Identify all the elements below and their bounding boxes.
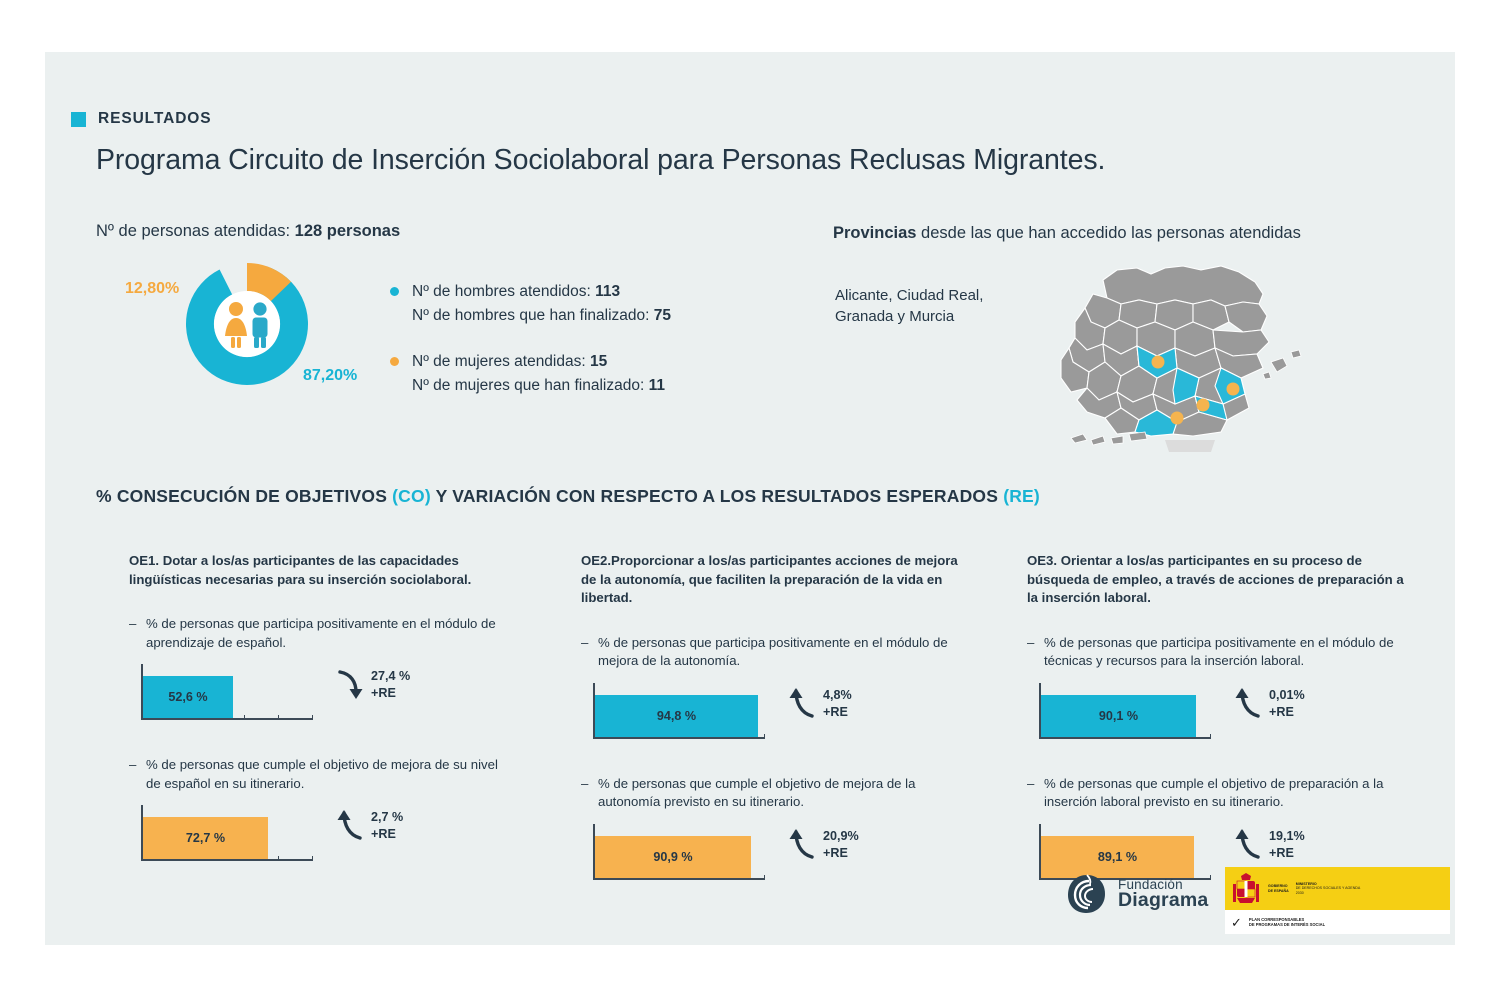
oe2-bar-2-axis <box>593 824 765 880</box>
legend-women-value2: 11 <box>648 377 665 394</box>
tick-80 <box>278 715 279 720</box>
pct-women-label: 12,80% <box>125 280 180 297</box>
heading-part1: % CONSECUCIÓN DE OBJETIVOS <box>96 486 393 506</box>
tick-60 <box>244 715 245 720</box>
oe3-bar-1 <box>1027 683 1405 757</box>
island-gran-canaria <box>1111 436 1123 444</box>
oe2-bar-2-value: 90,9 % <box>653 849 693 864</box>
attended-total <box>96 222 400 241</box>
island-ibiza <box>1263 372 1271 379</box>
oe2-bar-1 <box>581 683 959 757</box>
oe3-indicator-1 <box>1027 634 1405 671</box>
oe1-indicator-2-text: % de personas que cumple el objetivo de mejora de su nivel de español en su itinerario. <box>146 757 498 791</box>
tick-0 <box>141 715 142 720</box>
objective-column-oe3 <box>977 552 1423 916</box>
oe1-indicator-2 <box>129 756 513 793</box>
marker-murcia <box>1197 399 1210 412</box>
tick-0 <box>593 875 594 880</box>
oe3-indicator-1-dash: – <box>1027 634 1035 650</box>
island-fuerteventura <box>1091 436 1105 445</box>
oe2-bar-1-axis <box>593 683 765 739</box>
gobierno-espana-logo <box>1225 867 1450 934</box>
tick-100 <box>312 715 313 720</box>
oe2-bar-2-rect <box>595 836 751 878</box>
objectives-section-heading <box>96 486 1040 507</box>
oe1-delta-1-value: 27,4 % <box>371 669 411 683</box>
oe2-bar-1-rect <box>595 695 758 737</box>
ministerio-line-3: 2030 <box>1295 890 1304 895</box>
oe2-indicator-2-dash: – <box>581 775 589 791</box>
objective-column-oe1 <box>85 552 531 916</box>
spain-map-svg <box>1025 242 1325 452</box>
oe1-bar-1-axis <box>141 664 313 720</box>
arrow-up-icon <box>1235 687 1261 721</box>
spain-coat-of-arms-icon <box>1231 872 1261 906</box>
oe2-indicator-1-dash: – <box>581 634 589 650</box>
oe1-delta-2 <box>337 809 403 843</box>
infographic-panel <box>45 52 1455 945</box>
oe2-title: OE2.Proporcionar a los/as participantes acciones de mejora de la autonomía, que faciliten la preparación de la vida en libertad. <box>581 553 958 605</box>
legend-women-value1: 15 <box>589 353 608 370</box>
oe3-delta-1 <box>1235 687 1305 721</box>
legend-men-value2: 75 <box>653 307 672 324</box>
oe2-delta-1-value: 4,8% <box>823 687 852 702</box>
legend-men-label1: Nº de hombres atendidos: <box>412 283 596 300</box>
gob-line-1: GOBIERNO <box>1268 884 1288 889</box>
arrow-up-icon <box>789 687 815 721</box>
page-title: Programa Circuito de Inserción Sociolaboral para Personas Reclusas Migrantes. <box>96 144 1106 176</box>
diagrama-logo-top: Fundación <box>1118 876 1183 892</box>
irpf-white-bar <box>1225 910 1450 934</box>
provinces-line-2: Granada y Murcia <box>835 308 955 325</box>
attended-prefix: Nº de personas atendidas: <box>96 222 295 240</box>
oe1-indicator-1 <box>129 615 513 652</box>
axis-x <box>1039 737 1211 739</box>
legend-men-label2: Nº de hombres que han finalizado: <box>412 307 654 324</box>
oe3-delta-2-value: 19,1% <box>1269 828 1305 843</box>
oe2-delta-1 <box>789 687 852 721</box>
gender-legend <box>390 280 671 420</box>
oe3-delta-1-value: 0,01% <box>1269 687 1305 702</box>
legend-dot-men-icon <box>390 287 399 296</box>
legend-item-men <box>390 280 671 328</box>
objectives-columns <box>85 552 1425 916</box>
oe1-bar-1 <box>129 664 513 738</box>
oe2-delta-2-value: 20,9% <box>823 828 859 843</box>
diagrama-logo-bottom: Diagrama <box>1118 889 1209 911</box>
island-tenerife <box>1129 432 1147 441</box>
oe1-indicator-2-dash: – <box>129 757 137 772</box>
gob-yellow-bar <box>1225 867 1450 910</box>
legend-item-women <box>390 350 671 398</box>
oe1-delta-1-sub: +RE <box>371 686 396 700</box>
tick-100 <box>312 856 313 861</box>
oe3-bar-2-value: 89,1 % <box>1097 849 1138 864</box>
oe2-delta-2 <box>789 828 859 862</box>
spain-map <box>1025 242 1325 452</box>
arrow-up-icon <box>1235 828 1261 862</box>
oe2-bar-1-value: 94,8 % <box>656 708 697 723</box>
oe2-indicator-1 <box>581 634 959 671</box>
tick-100 <box>764 875 765 880</box>
oe3-delta-2-sub: +RE <box>1269 845 1294 860</box>
oe3-bar-1-value: 90,1 % <box>1098 708 1139 723</box>
oe1-title: OE1. Dotar a los/as participantes de las capacidades lingüísticas necesarias para su inserción sociolaboral. <box>129 553 472 587</box>
gob-line-2: DE ESPAÑA <box>1268 888 1289 893</box>
tick-0 <box>1039 875 1040 880</box>
oe2-indicator-1-text: % de personas que participa positivamente en el módulo de mejora de la autonomía. <box>598 634 948 668</box>
oe3-bar-1-axis <box>1039 683 1211 739</box>
oe2-indicator-2 <box>581 775 959 812</box>
provinces-line-1: Alicante, Ciudad Real, <box>835 287 984 304</box>
axis-x <box>141 859 313 861</box>
donut-hole <box>214 291 280 357</box>
marker-granada <box>1171 412 1184 425</box>
pct-men-label: 87,20% <box>303 367 358 384</box>
oe1-bar-1-rect <box>143 676 233 718</box>
island-menorca <box>1291 350 1301 358</box>
oe2-delta-1-sub: +RE <box>823 704 848 719</box>
legend-dot-women-icon <box>390 357 399 366</box>
oe3-delta-2 <box>1235 828 1305 862</box>
kicker-label: RESULTADOS <box>98 110 212 127</box>
axis-x <box>141 718 313 720</box>
north-africa-shape <box>1165 440 1215 452</box>
oe1-bar-2 <box>129 805 513 879</box>
ministerio-text-block <box>1296 882 1361 895</box>
island-mallorca <box>1271 358 1287 372</box>
donut-svg <box>185 262 309 386</box>
tick-0 <box>141 856 142 861</box>
oe1-bar-1-value: 52,6 % <box>168 690 208 704</box>
irpf-line-2: DE PROGRAMAS DE INTERÉS SOCIAL <box>1248 922 1326 927</box>
oe3-indicator-1-text: % de personas que participa positivamente en el módulo de técnicas y recursos para la inserción laboral. <box>1044 634 1394 668</box>
oe2-bar-2 <box>581 824 959 898</box>
marker-alicante <box>1227 383 1240 396</box>
oe2-indicator-2-text: % de personas que cumple el objetivo de mejora de la autonomía previsto en su itinerario. <box>598 775 916 809</box>
tick-80 <box>278 856 279 861</box>
legend-men-value1: 113 <box>595 283 621 300</box>
legend-women-label1: Nº de mujeres atendidas: <box>412 353 590 370</box>
oe1-bar-2-axis <box>141 805 313 861</box>
oe3-delta-1-sub: +RE <box>1269 704 1294 719</box>
irpf-line-1: PLAN CORRESPONSABLES <box>1248 916 1305 922</box>
tick-100 <box>1210 734 1211 739</box>
provinces-title-bold: Provincias <box>833 224 917 242</box>
arrow-up-icon <box>789 828 815 862</box>
tick-100 <box>1210 875 1211 880</box>
check-icon: ✓ <box>1231 914 1242 930</box>
oe1-indicator-1-text: % de personas que participa positivamente en el módulo de aprendizaje de español. <box>146 616 496 650</box>
provinces-title <box>833 224 1301 243</box>
oe1-delta-2-sub: +RE <box>371 827 396 841</box>
oe2-delta-2-sub: +RE <box>823 845 848 860</box>
axis-x <box>593 878 765 880</box>
irpf-text-block <box>1249 917 1325 927</box>
legend-women-label2: Nº de mujeres que han finalizado: <box>412 377 649 394</box>
gob-text-block <box>1268 884 1289 893</box>
heading-part2: Y VARIACIÓN CON RESPECTO A LOS RESULTADOS ESPERADOS <box>430 486 1004 506</box>
attended-value: 128 personas <box>294 222 401 240</box>
marker-ciudad-real <box>1152 356 1165 369</box>
heading-co: (CO) <box>392 486 431 506</box>
oe1-bar-2-value: 72,7 % <box>185 831 226 845</box>
tick-100 <box>764 734 765 739</box>
oe3-title: OE3. Orientar a los/as participantes en su proceso de búsqueda de empleo, a través de acciones de preparación a la inserción laboral. <box>1027 553 1404 605</box>
diagrama-mark-icon <box>1065 872 1109 916</box>
arrow-up-icon <box>337 809 363 843</box>
tick-0 <box>593 734 594 739</box>
oe1-delta-1 <box>337 668 410 702</box>
provinces-list <box>835 285 983 327</box>
kicker-square-icon <box>71 112 86 127</box>
kicker <box>71 110 211 128</box>
heading-re: (RE) <box>1003 486 1040 506</box>
oe1-indicator-1-dash: – <box>129 616 137 631</box>
axis-x <box>593 737 765 739</box>
island-lanzarote <box>1071 434 1087 443</box>
oe3-indicator-2-text: % de personas que cumple el objetivo de preparación a la inserción laboral previsto en su itinerario. <box>1044 775 1384 809</box>
oe3-bar-1-rect <box>1041 695 1196 737</box>
oe3-indicator-2-dash: – <box>1027 775 1035 791</box>
tick-0 <box>1039 734 1040 739</box>
objective-column-oe2 <box>531 552 977 916</box>
oe1-delta-2-value: 2,7 % <box>371 810 404 824</box>
gender-donut-chart <box>185 262 309 386</box>
ministerio-line-1: MINISTERIO <box>1295 881 1317 886</box>
arrow-down-icon <box>337 668 363 702</box>
provinces-title-rest: desde las que han accedido las personas atendidas <box>916 224 1301 242</box>
map-provinces-group <box>1061 266 1269 436</box>
oe1-bar-2-rect <box>143 817 268 859</box>
oe3-indicator-2 <box>1027 775 1405 812</box>
ministerio-line-2: DE DERECHOS SOCIALES Y AGENDA <box>1295 886 1361 891</box>
fundacion-diagrama-logo <box>1065 872 1208 916</box>
